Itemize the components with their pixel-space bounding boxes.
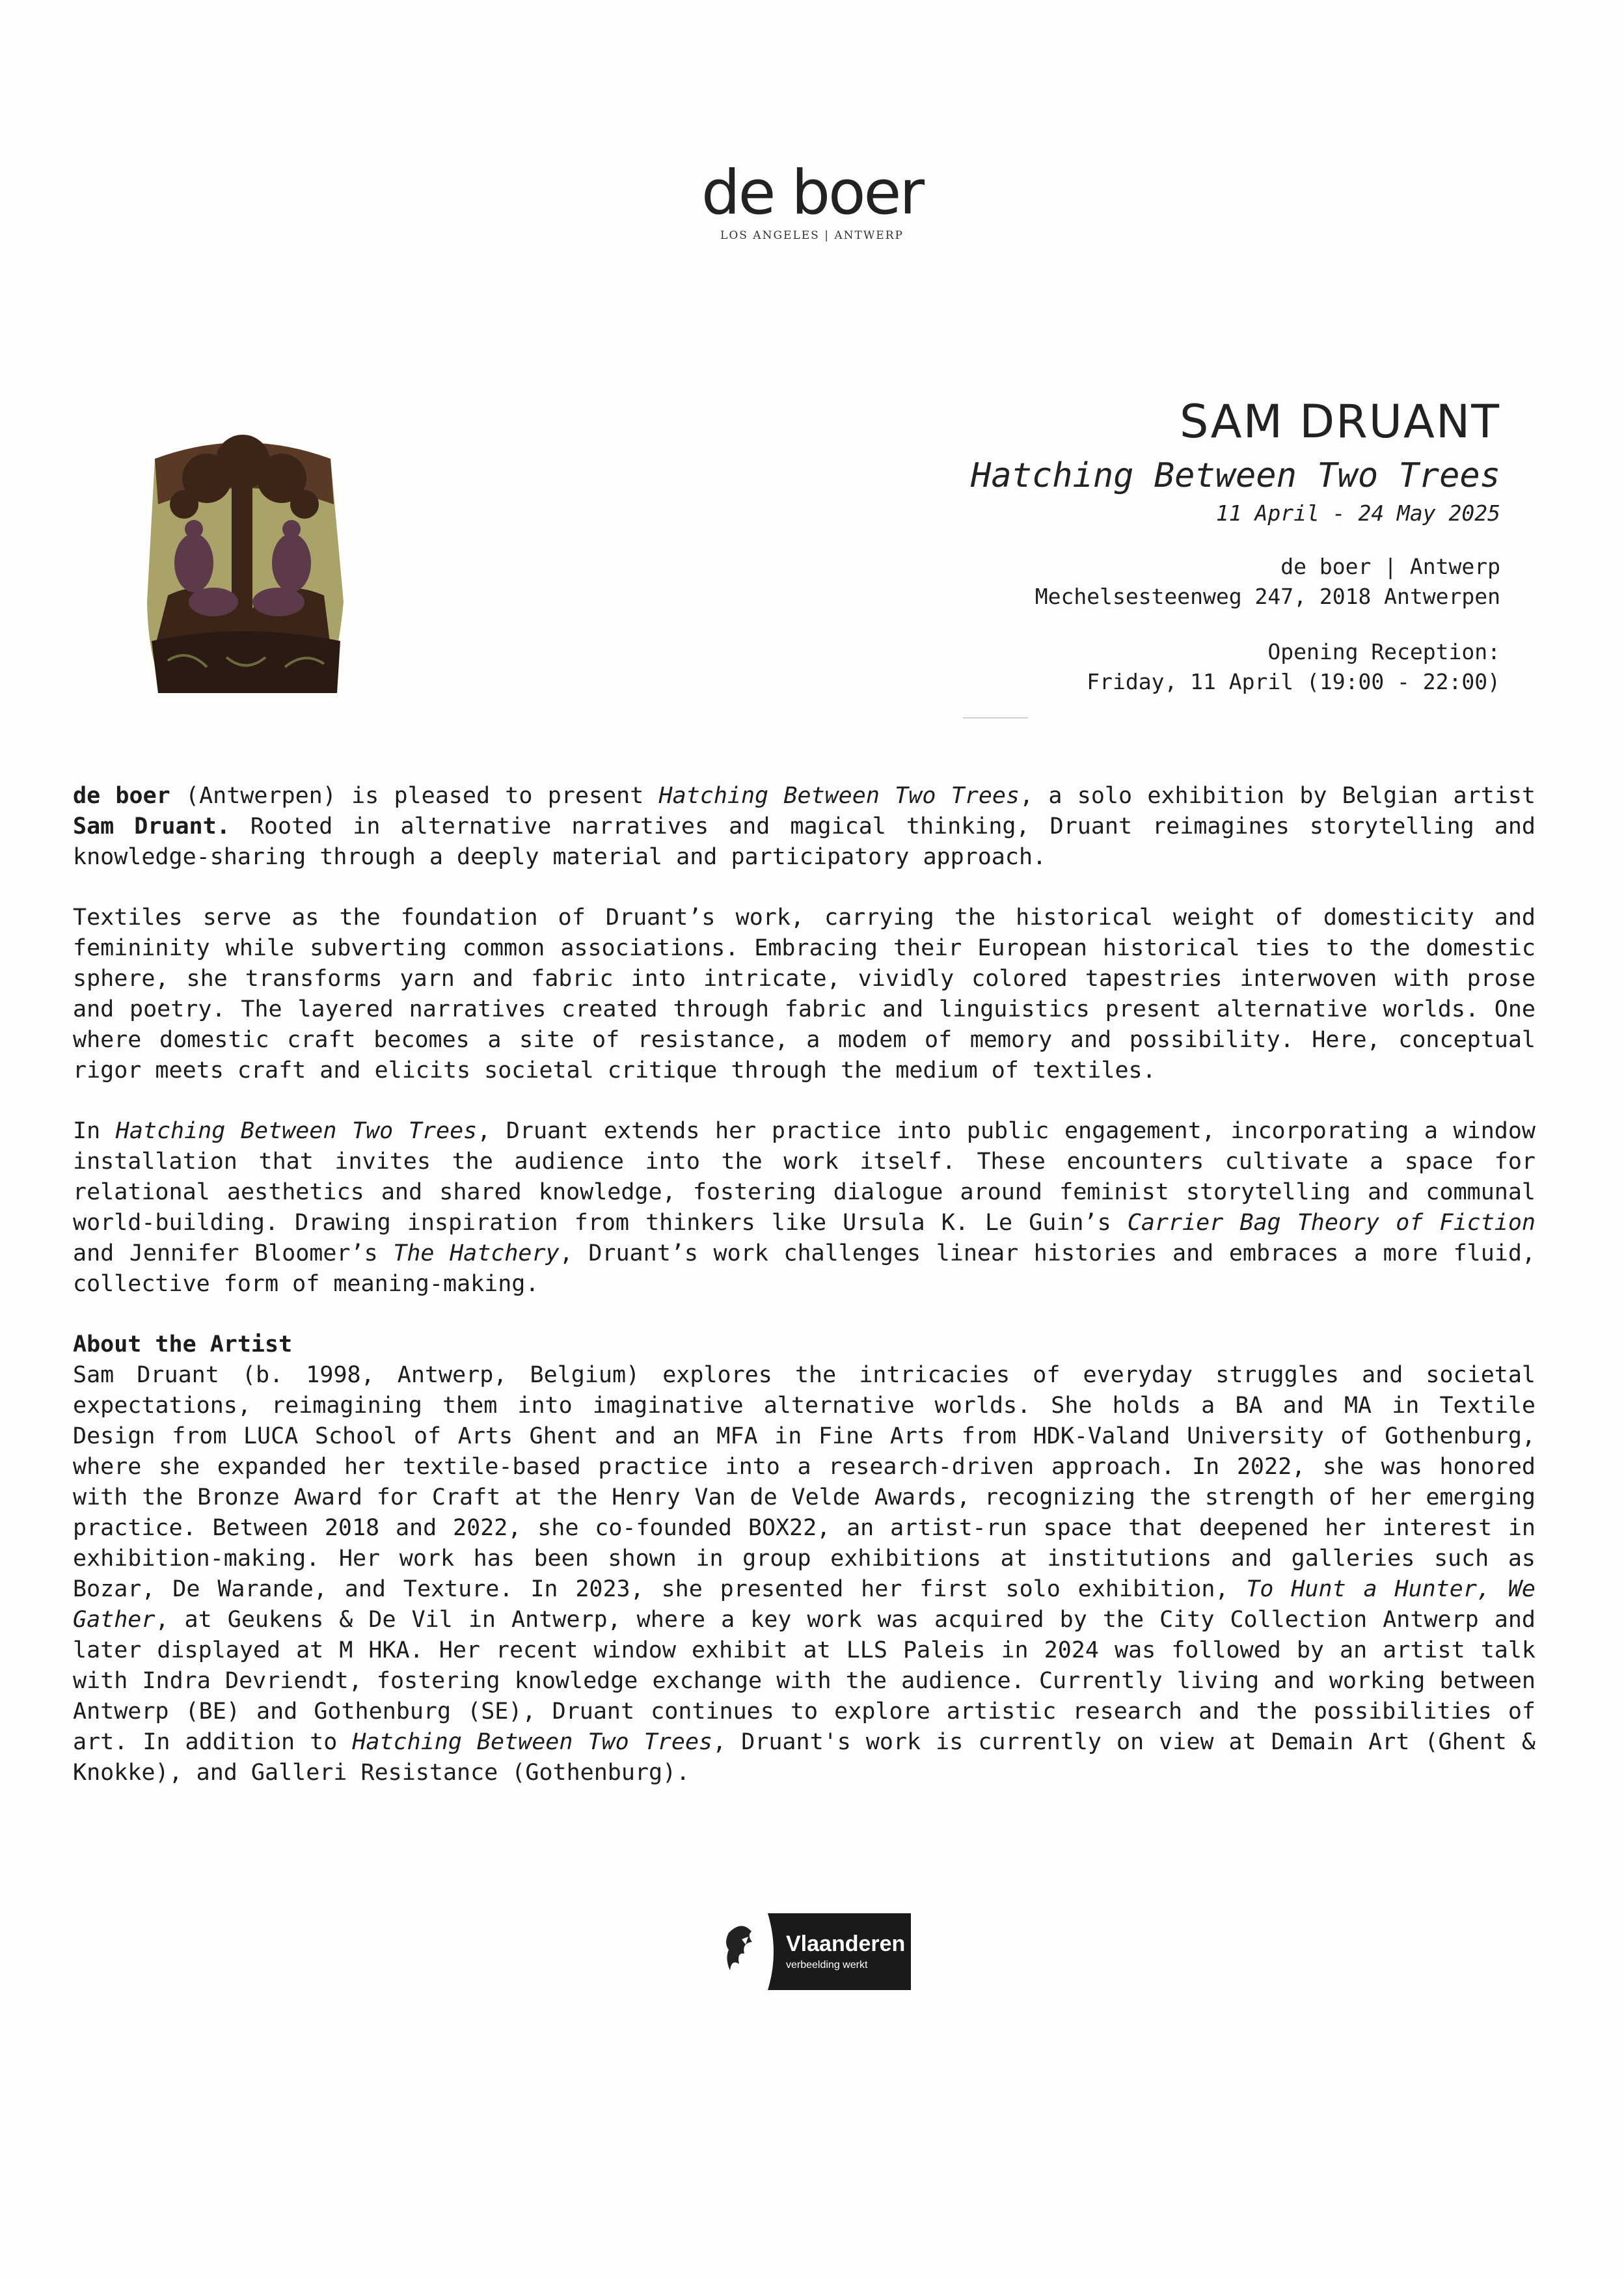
lion-icon [726,1926,752,1971]
venue-address: Mechelsesteenweg 247, 2018 Antwerpen [1035,583,1500,609]
about-artist-paragraph: Sam Druant (b. 1998, Antwerp, Belgium) explores the intricacies of everyday struggles and societal expectations, reimagining them into imaginative alternative worlds. She holds a BA and MA in Textile Design from LUCA School of Arts Ghent and an MFA in Fine Arts from HDK-Valand University of Gothenburg, where she expanded her textile-based practice into a research-driven approach. In 2022, she was honored with the Bronze Award for Craft at the Henry Van de Velde Awards, recognizing the strength of her emerging practice. Between 2018 and 2022, she co-founded BOX22, an artist-run space that deepened her interest in exhibition-making. Her work has been shown in group exhibitions at institutions and galleries such as Bozar, De Warande, and Texture. In 2023, she presented her first solo exhibition, To Hunt a Hunter, We Gather, at Geukens & De Vil in Antwerp, where a key work was acquired by the City Collection Antwerp and later displayed at M HKA. Her recent window exhibit at LLS Paleis in 2024 was followed by an artist talk with Indra Devriendt, fostering knowledge exchange with the audience. Currently living and working between Antwerp (BE) and Gothenburg (SE), Druant continues to explore artistic research and the possibilities of art. In addition to Hatching Between Two Trees, Druant's work is currently on view at Demain Art (Ghent & Knokke), and Galleri Resistance (Gothenburg). [73,1362,1536,1786]
scan-divider-line [963,717,1028,718]
opening-reception [971,637,1500,696]
artist-name: SAM DRUANT [1179,395,1500,448]
exhibition-header [971,397,1500,696]
venue-name: de boer | Antwerp [1280,554,1500,579]
sponsor-tagline: verbeelding werkt [786,1959,868,1971]
press-release-body [73,781,1536,1788]
vlaanderen-logo [722,1913,911,1990]
reception-time: Friday, 11 April (19:00 - 22:00) [1087,668,1500,694]
engagement-paragraph: In Hatching Between Two Trees, Druant extends her practice into public engagement, incorporating a window installation that invites the audience into the work itself. These encounters cultivate a space for relational aesthetics and shared knowledge, fostering dialogue around feminist storytelling and communal world-building. Drawing inspiration from thinkers like Ursula K. Le Guin’s Carrier Bag Theory of Fiction and Jennifer Bloomer’s The Hatchery, Druant’s work challenges linear histories and embraces a more fluid, collective form of meaning-making. [73,1118,1536,1297]
exhibition-title: Hatching Between Two Trees [971,456,1500,495]
textiles-paragraph: Textiles serve as the foundation of Druant’s work, carrying the historical weight of domesticity and femininity while subverting common associations. Embracing their European historical ties to the domestic sphere, she transforms yarn and fabric into intricate, vividly colored tapestries interwoven with prose and poetry. The layered narratives created through fabric and linguistics present alternative worlds. One where domestic craft becomes a site of resistance, a modem of memory and possibility. Here, conceptual rigor meets craft and elicits societal critique through the medium of textiles. [73,905,1536,1084]
gallery-logo [0,157,1624,242]
exhibition-title-ref: Hatching Between Two Trees [658,783,1020,809]
logo-wordmark: de boer [701,157,923,228]
tapestry-artwork-image [129,433,357,700]
artist-name-ref: Sam Druant. [73,813,230,839]
gallery-name: de boer [73,783,170,809]
venue-info [971,552,1500,611]
exhibition-dates: 11 April - 24 May 2025 [1215,500,1500,526]
reception-label: Opening Reception: [1267,639,1500,665]
about-artist-heading: About the Artist [73,1331,293,1358]
logo-cities: LOS ANGELES | ANTWERP [720,229,904,242]
intro-paragraph: de boer (Antwerpen) is pleased to present Hatching Between Two Trees, a solo exhibition by Belgian artist Sam Druant. Rooted in alternative narratives and magical thinking, Druant reimagines storytelling and knowledge-sharing through a deeply material and participatory approach. [73,783,1536,870]
sponsor-name: Vlaanderen [786,1931,906,1956]
